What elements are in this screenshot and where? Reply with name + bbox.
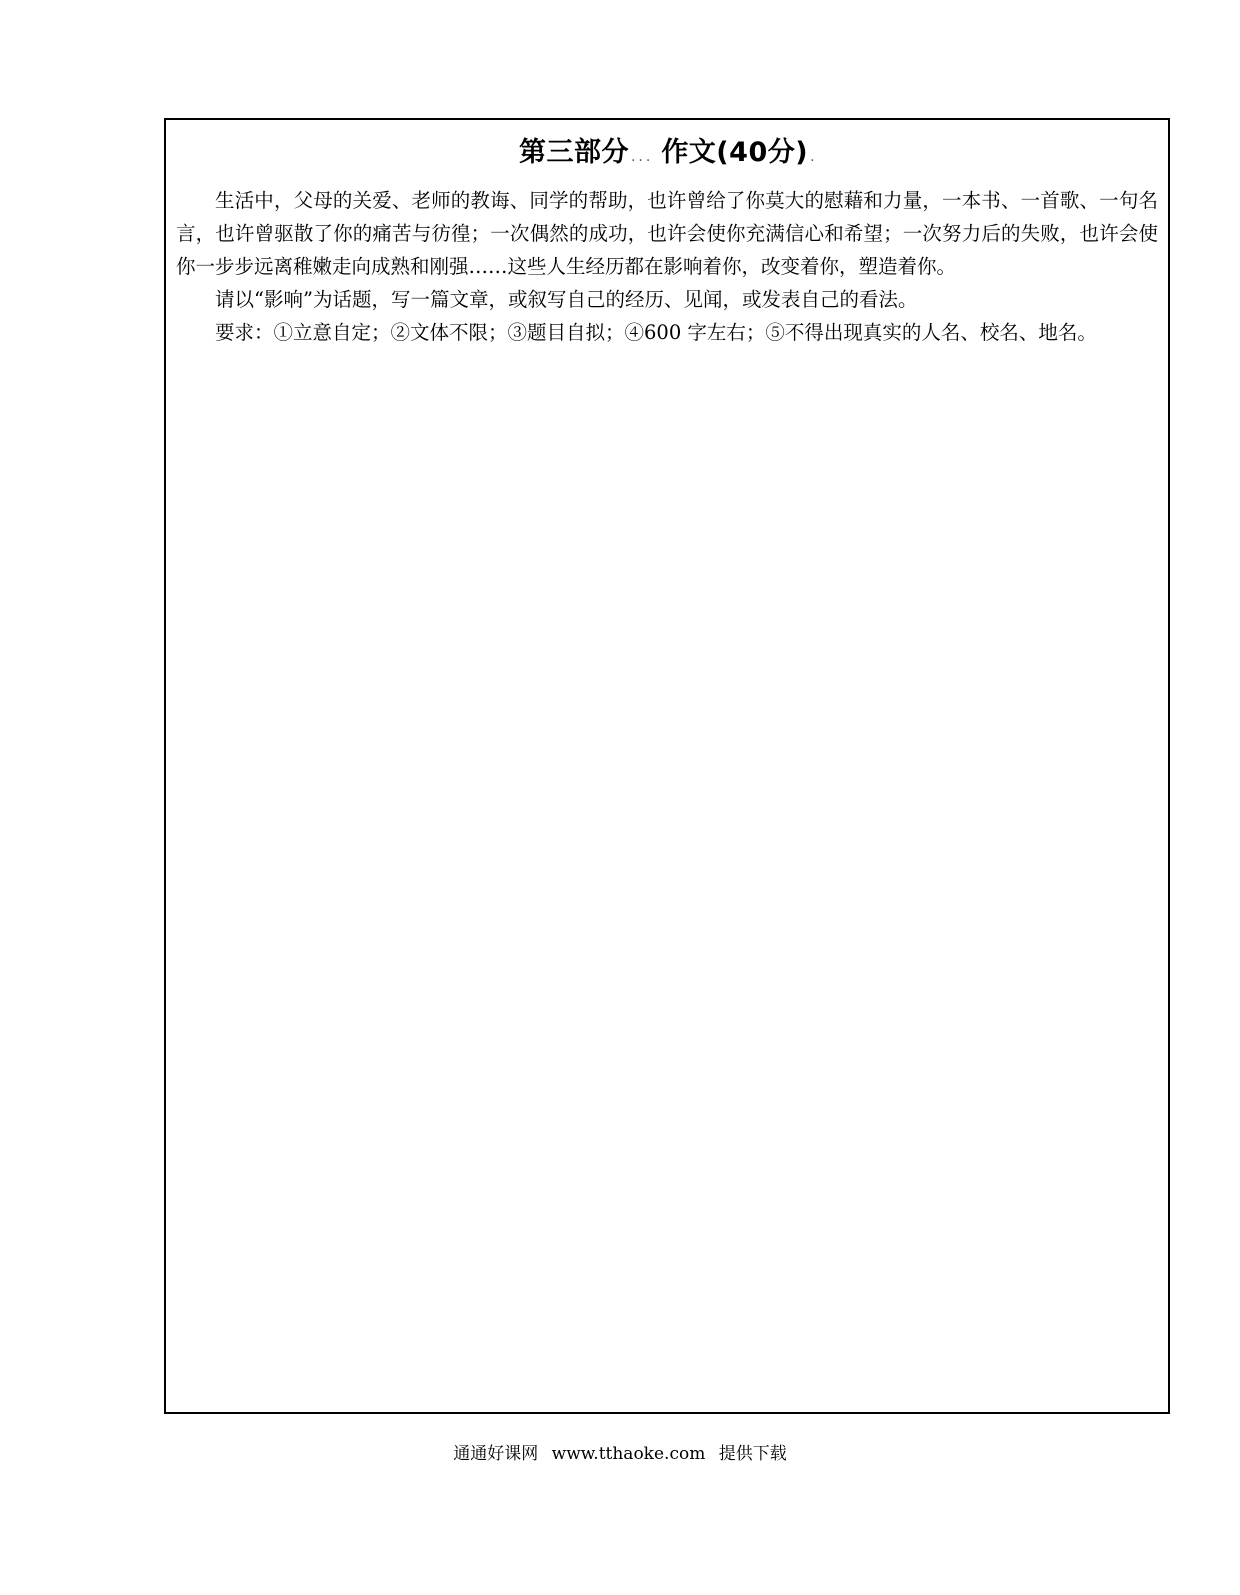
footer-url: www.tthaoke.com xyxy=(551,1444,706,1464)
prompt-paragraph-2: 请以“影响”为话题，写一篇文章，或叙写自己的经历、见闻，或发表自己的看法。 xyxy=(215,288,918,311)
section-title-part: 第三部分 xyxy=(518,137,629,168)
footer-note: 提供下载 xyxy=(718,1444,787,1464)
section-title xyxy=(166,136,1168,174)
prompt-paragraph-3: 要求：①立意自定；②文体不限；③题目自拟；④600 字左右；⑤不得出现真实的人名、校名、地名。 xyxy=(215,321,1097,344)
section-title-main: 作文(40分) xyxy=(661,137,809,168)
section-title-trail: . xyxy=(810,149,816,165)
essay-answer-box xyxy=(164,118,1170,1414)
footer-site-name: 通通好课网 xyxy=(453,1444,539,1464)
section-title-dots: ... xyxy=(630,149,654,165)
prompt-paragraph-1: 生活中，父母的关爱、老师的教诲、同学的帮助，也许曾给了你莫大的慰藉和力量，一本书、一首歌、一句名言，也许曾驱散了你的痛苦与彷徨；一次偶然的成功，也许会使你充满信心和希望；一次努力后的失败，也许会使你一步步远离稚嫩走向成熟和刚强……这些人生经历都在影响着你，改变着你，塑造着你。 xyxy=(176,189,1158,278)
page-footer xyxy=(0,1442,1240,1466)
essay-prompt xyxy=(176,184,1158,349)
